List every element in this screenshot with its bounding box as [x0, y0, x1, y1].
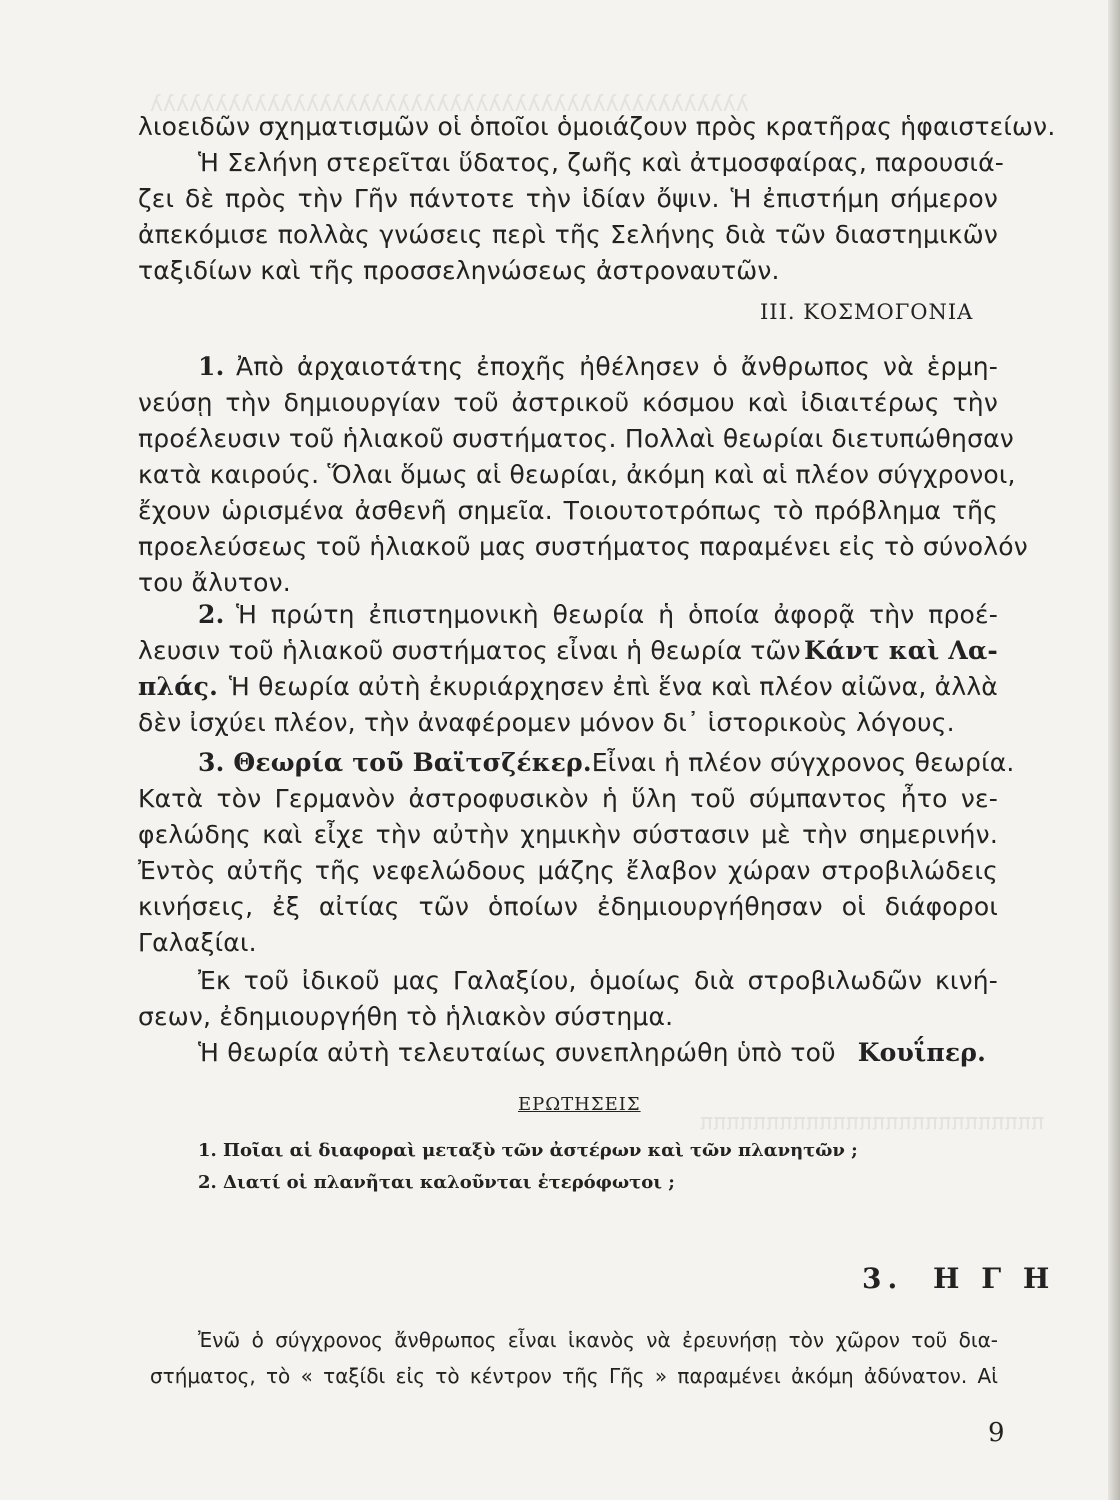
body-line: Ἀπὸ ἀρχαιοτάτης ἐποχῆς ἠθέλησεν ὁ ἄνθρωπος νὰ ἑρμη-	[236, 352, 998, 381]
body-line: κατὰ καιρούς. Ὅλαι ὅμως αἱ θεωρίαι, ἀκόμη καὶ αἱ πλέον σύγχρονοι,	[138, 460, 1016, 489]
question-item: 1. Ποῖαι αἱ διαφοραὶ μεταξὺ τῶν ἀστέρων καὶ τῶν πλανητῶν ;	[198, 1140, 858, 1161]
item-2-text: Ἡ θεωρία αὐτὴ ἐκυριάρχησεν ἐπὶ ἕνα καὶ πλέον αἰῶνα, ἀλλὰ	[228, 672, 998, 701]
body-line: Γαλαξίαι.	[138, 928, 257, 957]
show-through-text: ππππππππππππππππππππππππππ	[700, 1110, 1045, 1135]
body-line: του ἄλυτον.	[138, 568, 291, 597]
body-line: δὲν ἰσχύει πλέον, τὴν ἀναφέρομεν μόνον δι᾽ ἱστορικοὺς λόγους.	[138, 708, 955, 737]
chapter-title: Η Γ Η	[932, 1262, 1056, 1295]
body-line: Ἐντὸς αὐτῆς τῆς νεφελώδους μάζης ἔλαβον χώραν στροβιλώδεις	[138, 856, 998, 885]
item-2-number: 2.	[198, 600, 225, 629]
body-line	[138, 670, 998, 704]
body-line: Ἐνῶ ὁ σύγχρονος ἄνθρωπος εἶναι ἱκανὸς νὰ ἐρευνήσῃ τὸν χῶρον τοῦ δια-	[198, 1328, 998, 1352]
body-line: προελεύσεως τοῦ ἡλιακοῦ μας συστήματος παραμένει εἰς τὸ σύνολόν	[138, 532, 1028, 561]
body-line: στήματος, τὸ « ταξίδι εἰς τὸ κέντρον τῆς Γῆς » παραμένει ἀκόμη ἀδύνατον. Αἱ	[150, 1364, 998, 1388]
page-number: 9	[988, 1418, 1005, 1448]
item-3-title: 3. Θεωρία τοῦ Βαϊτσζέκερ.	[198, 748, 592, 777]
item-1-number: 1.	[198, 352, 225, 381]
body-line: ζει δὲ πρὸς τὴν Γῆν πάντοτε τὴν ἰδίαν ὄψιν. Ἡ ἐπιστήμη σήμερον	[138, 184, 998, 213]
body-line: σεων, ἐδημιουργήθη τὸ ἡλιακὸν σύστημα.	[138, 1002, 674, 1031]
body-line: κινήσεις, ἐξ αἰτίας τῶν ὁποίων ἐδημιουργήθησαν οἱ διάφοροι	[138, 892, 998, 921]
page-edge	[1108, 0, 1120, 1500]
body-line	[138, 634, 998, 668]
body-line: νεύσῃ τὴν δημιουργίαν τοῦ ἀστρικοῦ κόσμου καὶ ἰδιαιτέρως τὴν	[138, 388, 998, 417]
item-3-text: Εἶναι ἡ πλέον σύγχρονος θεωρία.	[591, 748, 1015, 777]
body-line: Ἡ πρώτη ἐπιστημονικὴ θεωρία ἡ ὁποία ἀφορᾷ τὴν προέ-	[236, 600, 998, 629]
body-line	[198, 746, 1015, 780]
body-line: Ἐκ τοῦ ἰδικοῦ μας Γαλαξίου, ὁμοίως διὰ στροβιλωδῶν κινή-	[198, 966, 998, 995]
item-3-name: Κουΐπερ.	[857, 1038, 986, 1067]
item-2-names-cont: πλάς.	[138, 672, 218, 701]
question-item: 2. Διατί οἱ πλανῆται καλοῦνται ἑτερόφωτοι ;	[198, 1172, 675, 1193]
item-3-text: Ἡ θεωρία αὐτὴ τελευταίως συνεπληρώθη ὑπὸ τοῦ	[198, 1038, 836, 1067]
body-line: προέλευσιν τοῦ ἡλιακοῦ συστήματος. Πολλαὶ θεωρίαι διετυπώθησαν	[138, 424, 1014, 453]
body-line: ταξιδίων καὶ τῆς προσσεληνώσεως ἀστροναυτῶν.	[138, 256, 780, 285]
body-line: Ἡ Σελήνη στερεῖται ὕδατος, ζωῆς καὶ ἀτμοσφαίρας, παρουσιά-	[198, 148, 1004, 177]
item-2-names: Κάντ καὶ Λα-	[803, 636, 998, 665]
body-line	[198, 1036, 986, 1070]
chapter-heading	[862, 1262, 1055, 1295]
questions-title: ΕΡΩΤΗΣΕΙΣ	[518, 1094, 641, 1115]
body-line: ἔχουν ὡρισμένα ἀσθενῆ σημεῖα. Τοιουτοτρόπως τὸ πρόβλημα τῆς	[138, 496, 998, 525]
body-line: Κατὰ τὸν Γερμανὸν ἀστροφυσικὸν ἡ ὕλη τοῦ σύμπαντος ἦτο νε-	[138, 784, 998, 813]
item-number	[198, 350, 225, 384]
show-through-text: λλλλλλλλλλλλλλλλλλλλλλλλλλλλλλλλλλλλλλλλλλλλλλ	[150, 92, 749, 117]
body-line: φελώδης καὶ εἶχε τὴν αὐτὴν χημικὴν σύστασιν μὲ τὴν σημερινήν.	[138, 820, 998, 849]
item-number	[198, 598, 225, 632]
item-2-text: λευσιν τοῦ ἡλιακοῦ συστήματος εἶναι ἡ θεωρία τῶν	[138, 636, 801, 665]
body-line: ἀπεκόμισε πολλὰς γνώσεις περὶ τῆς Σελήνης διὰ τῶν διαστημικῶν	[138, 220, 998, 249]
chapter-number: 3.	[862, 1262, 904, 1295]
body-line: λιοειδῶν σχηματισμῶν οἱ ὁποῖοι ὁμοιάζουν πρὸς κρατῆρας ἡφαιστείων.	[138, 112, 1056, 141]
section-heading: III. ΚΟΣΜΟΓΟΝΙΑ	[760, 300, 974, 324]
